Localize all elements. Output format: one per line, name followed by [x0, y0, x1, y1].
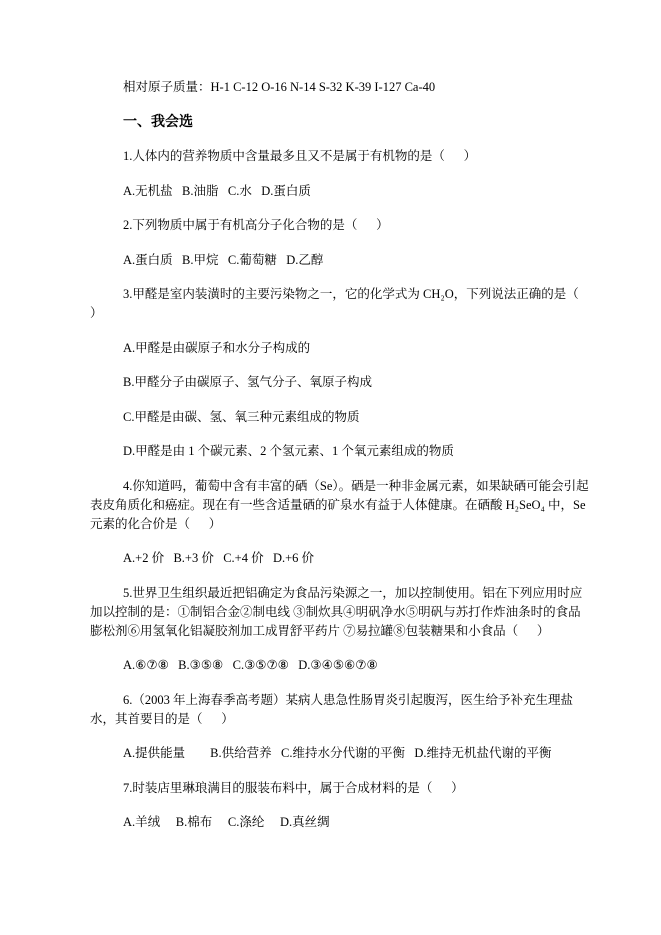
question-1-options: A.无机盐 B.油脂 C.水 D.蛋白质: [123, 183, 311, 198]
question-3-option-c: C.甲醛是由碳、氢、氧三种元素组成的物质: [123, 409, 360, 424]
question-2-stem: 2.下列物质中属于有机高分子化合物的是（ ）: [123, 218, 389, 232]
question-6-stem: 6.（2003 年上海春季高考题）某病人患急性肠胃炎引起腹泻，医生给予补充生理盐水，其首要目的是（ ）: [90, 692, 574, 726]
question-7-options: A.羊绒 B.棉布 C.涤纶 D.真丝绸: [123, 815, 330, 829]
question-3-option-a: A.甲醛是由碳原子和水分子构成的: [123, 340, 311, 355]
question-3-option-d: D.甲醛是由 1 个碳元素、2 个氢元素、1 个氧元素组成的物质: [123, 444, 454, 458]
relative-atomic-mass-note: 相对原子质量：H-1 C-12 O-16 N-14 S-32 K-39 I-127 Ca-40: [123, 80, 436, 94]
question-7-stem: 7.时装店里琳琅满目的服装布料中，属于合成材料的是（ ）: [123, 780, 464, 795]
question-1-stem: 1.人体内的营养物质中含量最多且又不是属于有机物的是（ ）: [123, 149, 477, 163]
question-4-stem: 4.你知道吗，葡萄中含有丰富的硒（Se）。硒是一种非金属元素，如果缺硒可能会引起表皮角质化和癌症。现在有一些含适量硒的矿泉水有益于人体健康。在硒酸 H₂SeO₄ 中，Se 元素的化合价是（ ）: [90, 478, 589, 531]
question-3-stem: 3.甲醛是室内装潢时的主要污染物之一，它的化学式为 CH₂O，下列说法正确的是（ ）: [90, 287, 598, 320]
section-title: 一、我会选: [123, 114, 193, 130]
question-6-options: A.提供能量 B.供给营养 C.维持水分代谢的平衡 D.维持无机盐代谢的平衡: [123, 746, 552, 760]
question-5-stem: 5.世界卫生组织最近把铝确定为食品污染源之一，加以控制使用。铝在下列应用时应加以控制的是：①制铝合金②制电线 ③制炊具④明矾净水⑤明矾与苏打作炸油条时的食品膨松剂⑥用氢氧化铝凝胶剂加工成胃舒平药片 ⑦易拉罐⑧包装糖果和小食品（ ）: [90, 585, 583, 638]
question-2-options: A.蛋白质 B.甲烷 C.葡萄糖 D.乙醇: [123, 252, 324, 267]
question-5-options: A.⑥⑦⑧ B.③⑤⑧ C.③⑤⑦⑧ D.③④⑤⑥⑦⑧: [123, 658, 378, 672]
question-3-option-b: B.甲醛分子由碳原子、氢气分子、氧原子构成: [123, 375, 372, 389]
question-4-options: A.+2 价 B.+3 价 C.+4 价 D.+6 价: [123, 551, 315, 565]
